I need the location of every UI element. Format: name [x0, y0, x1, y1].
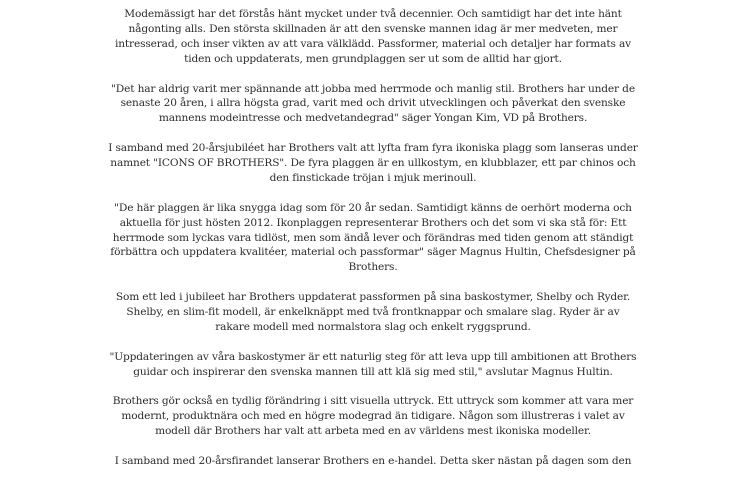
- paragraph-ceo-quote: "Det har aldrig varit mer spännande att jobba med herrmode och manlig stil. Brothers har under de senaste 20 åren, i allra högsta grad, varit med och drivit utvecklingen och påverkat den svenske mannens modeintresse och medvetandegrad" säger Yongan Kim, VD på Brothers.: [111, 82, 635, 125]
- paragraph-visual-expression: Brothers gör också en tydlig förändring i sitt visuella uttryck. Ett uttryck som kommer att vara mer modernt, produktnära och med en högre modegrad än tidigare. Någon som illustreras i valet av modell där Brothers har valt att arbeta med en av världens mest ikoniska modeller.: [112, 395, 634, 438]
- paragraph-hultin-closing: "Uppdateringen av våra baskostymer är ett naturlig steg för att leva upp till ambitionen att Brothers guidar och inspirerar den svenska mannen till att klä sig med stil," avslutar Magnus Hultin.: [109, 350, 637, 378]
- paragraph-ecommerce: I samband med 20-årsfirandet lanserar Brothers en e-handel. Detta sker nästan på dagen som den: [114, 455, 632, 468]
- paragraph-icons-launch: I samband med 20-årsjubiléet har Brothers valt att lyfta fram fyra ikoniska plagg som lanseras under namnet "ICONS OF BROTHERS". De fyra plaggen är en ullkostym, en klubblazer, ett par chinos och den finstickade tröjan i mjuk merinoull.: [108, 142, 638, 184]
- article-body: [108, 7, 638, 484]
- paragraph-fashion-intro: Modemässigt har det förstås hänt mycket under två decennier. Och samtidigt har det inte hänt någonting alls. Den största skillnaden är att den svenske mannen idag är mer medveten, mer intresserad, och inser vikten av att vara välklädd. Passformer, material och detaljer har formats av tiden och uppdaterats, men grundplaggen ser ut som de alltid har gjort.: [115, 8, 631, 65]
- paragraph-designer-quote: "De här plaggen är lika snygga idag som för 20 år sedan. Samtidigt känns de oerhört moderna och aktuella för just hösten 2012. Ikonplaggen representerar Brothers och det som vi ska stå för: Ett herrmode som lyckas vara tidlöst, men som ändå lever och förändras med tiden genom att ständigt förbättra och uppdatera kvalitéer, material och passformar" säger Magnus Hultin, Chefsdesigner på Brothers.: [110, 201, 636, 274]
- paragraph-suit-update: Som ett led i jubileet har Brothers uppdaterat passformen på sina baskostymer, Shelby och Ryder. Shelby, en slim-fit modell, är enkelknäppt med två frontknappar och smalare slag. Ryder är av rakare modell med normalstora slag och enkelt ryggsprund.: [115, 291, 631, 333]
